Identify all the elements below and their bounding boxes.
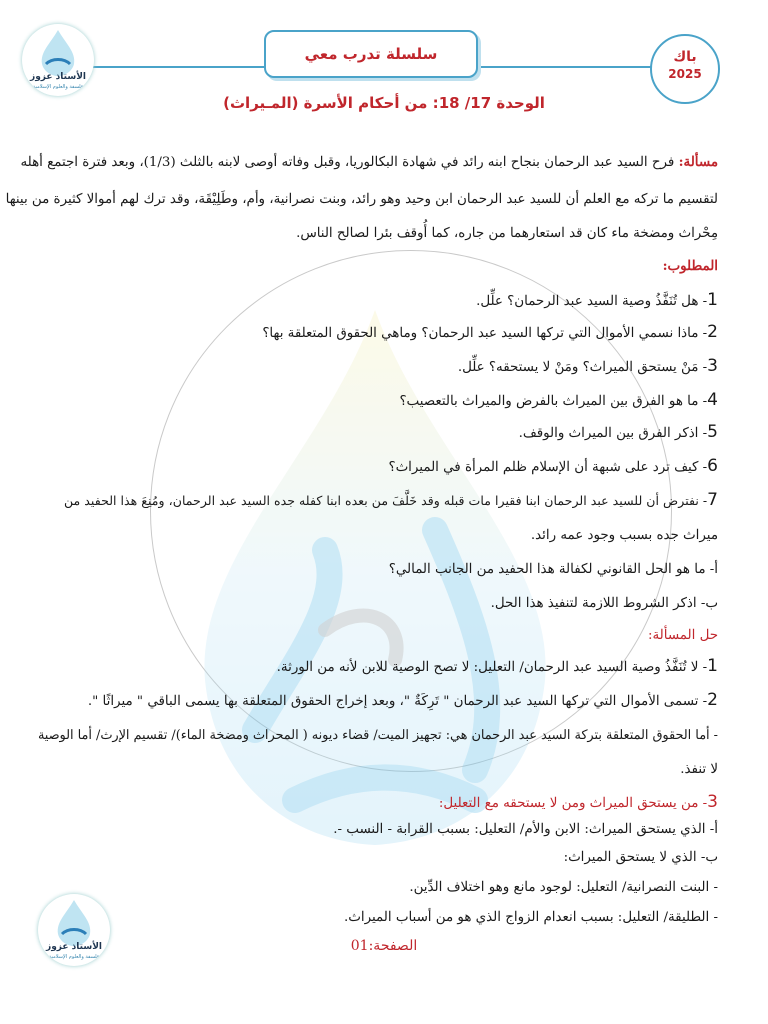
question-1-number: 1 <box>707 290 718 310</box>
question-2 <box>262 322 718 342</box>
logo-subtitle: فلسفة والعلوم الإسلامية <box>48 954 100 960</box>
answer-2-number: 2 <box>707 690 718 710</box>
question-2-number: 2 <box>707 322 718 342</box>
question-7-continued: ميراث جده بسبب وجود عمه رائد. <box>530 528 718 543</box>
page-number: الصفحة:01 <box>350 938 418 954</box>
problem-text-1: فرح السيد عبد الرحمان بنجاح ابنه رائد في شهادة البكالوريا، وقبل وفاته أوصى لابنه بالثلث (1/3)، وبعد فترة اجتمع أهله <box>20 155 675 170</box>
logo-name: الأستاذ عزوز <box>46 942 102 952</box>
answer-1-number: 1 <box>707 656 718 676</box>
answer-1-text: - لا تُنَفَّذُ وصية السيد عبد الرحمان/ التعليل: لا تصح الوصية للابن لأنه من الورثة. <box>276 660 708 675</box>
question-2-text: - ماذا نسمي الأموال التي تركها السيد عبد الرحمان؟ وماهي الحقوق المتعلقة بها؟ <box>262 326 708 341</box>
bac-label: باك <box>673 49 697 65</box>
question-5-text: - اذكر الفرق بين الميراث والوقف. <box>518 426 708 441</box>
problem-line-3: مِحْراث ومضخة ماء كان قد استعارهما من جاره، كما أُوقف بئرا لصالح الناس. <box>296 226 718 241</box>
logo-name: الأستاذ عزوز <box>30 72 86 82</box>
question-4-text: - ما هو الفرق بين الميراث بالفرض والميراث بالتعصيب؟ <box>399 394 708 409</box>
answer-2-text: - تسمى الأموال التي تركها السيد عبد الرحمان " تَرِكَةٌ "، وبعد إخراج الحقوق المتعلقة بها يسمى الباقي " ميراثًا ". <box>87 694 708 709</box>
author-logo-top <box>22 24 94 96</box>
question-7 <box>64 490 718 510</box>
question-3-text: - مَنْ يستحق الميراث؟ ومَنْ لا يستحقه؟ علِّل. <box>457 360 708 375</box>
answer-2-rights: - أما الحقوق المتعلقة بتركة السيد عبد الرحمان هي: تجهيز الميت/ قضاء ديونه ( المحراث ومضخة الماء)/ تقسيم الإرث/ أما الوصية <box>37 728 718 743</box>
watermark-drop-logo <box>175 300 575 860</box>
logo-subtitle: فلسفة والعلوم الإسلامية <box>32 84 84 90</box>
question-7-number: 7 <box>707 490 718 510</box>
problem-line-2: لتقسيم ما تركه مع العلم أن للسيد عبد الرحمان ابن وحيد وهو رائد، وبنت نصرانية، وأم، وطَلِيْقَة، وقد ترك لهم أموالا كثيرة من بينها <box>5 192 718 207</box>
question-6-number: 6 <box>707 456 718 476</box>
required-label: المطلوب: <box>662 258 718 274</box>
solution-label: حل المسألة: <box>647 628 718 643</box>
bac-year: 2025 <box>668 67 702 81</box>
question-1 <box>476 290 718 310</box>
problem-label: مسألة: <box>678 154 718 170</box>
question-7-a: أ- ما هو الحل القانوني لكفالة هذا الحفيد من الجانب المالي؟ <box>388 562 718 577</box>
question-3 <box>458 356 718 376</box>
series-title: سلسلة تدرب معي <box>304 45 438 63</box>
question-5 <box>519 422 718 442</box>
answer-3-b-daughter: - البنت النصرانية/ التعليل: لوجود مانع وهو اختلاف الدِّين. <box>409 880 718 895</box>
author-logo-bottom <box>38 894 110 966</box>
question-6 <box>388 456 718 476</box>
question-4-number: 4 <box>707 390 718 410</box>
series-title-box <box>264 30 478 78</box>
answer-3-number: 3 <box>707 792 718 812</box>
answer-3-text: - من يستحق الميراث ومن لا يستحقه مع التعليل: <box>438 796 708 811</box>
question-7-b: ب- اذكر الشروط اللازمة لتنفيذ هذا الحل. <box>490 596 718 611</box>
question-1-text: - هل تُنَفَّذُ وصية السيد عبد الرحمان؟ علِّل. <box>476 294 708 309</box>
answer-2-end: لا تنفذ. <box>680 762 718 777</box>
answer-3-b-divorcee: - الطليقة/ التعليل: بسبب انعدام الزواج الذي هو من أسباب الميراث. <box>344 910 718 925</box>
answer-3-b: ب- الذي لا يستحق الميراث: <box>563 850 718 865</box>
answer-1 <box>277 656 718 676</box>
problem-line-1 <box>20 154 718 170</box>
question-7-text: - نفترض أن للسيد عبد الرحمان ابنا فقيرا مات قبله وقد خَلَّفَ من بعده ابنا كفله جده السيد عبد الرحمان، ومُنِعَ هذا الحفيد من <box>63 493 708 508</box>
question-5-number: 5 <box>707 422 718 442</box>
question-3-number: 3 <box>707 356 718 376</box>
question-6-text: - كيف ترد على شبهة أن الإسلام ظلم المرأة في الميراث؟ <box>388 460 708 475</box>
answer-2 <box>88 690 718 710</box>
answer-3 <box>439 792 718 812</box>
answer-3-a: أ- الذي يستحق الميراث: الابن والأم/ التعليل: بسبب القرابة - النسب -. <box>333 822 718 837</box>
question-4 <box>399 390 718 410</box>
unit-title: الوحدة 17/ 18: من أحكام الأسرة (المـيراث) <box>223 94 545 112</box>
